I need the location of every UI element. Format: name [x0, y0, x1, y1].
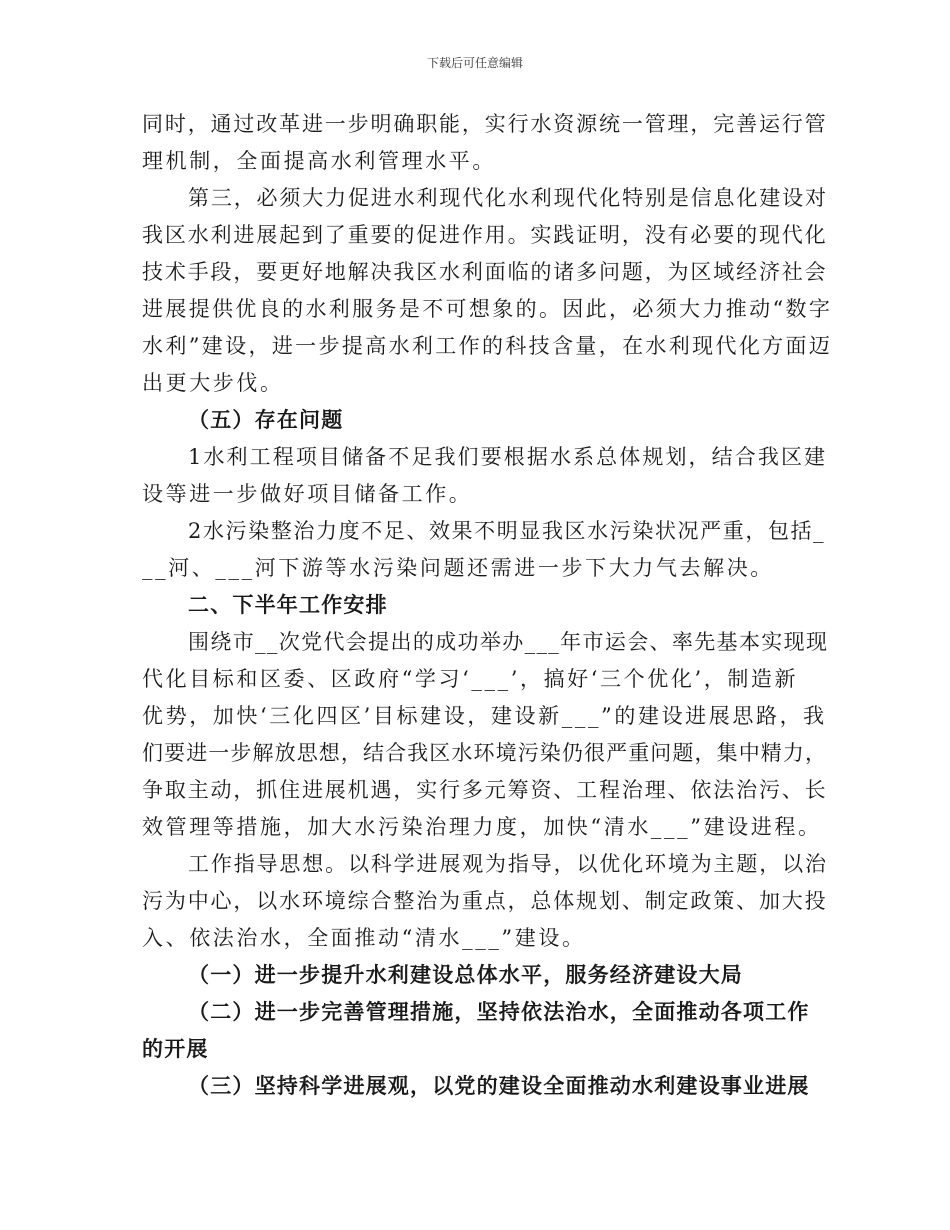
paragraph-line: 代化目标和区委、区政府“学习‘___’，搞好‘三个优化’，制造新 [142, 667, 799, 691]
paragraph-line: 同时，通过改革进一步明确职能，实行水资源统一管理，完善运行管 [142, 112, 828, 136]
paragraph-line: 工作指导思想。以科学进展观为指导，以优化环境为主题，以治 [188, 852, 828, 876]
paragraph-line: 优势，加快‘三化四区’目标建设，建设新___”的建设进展思路，我 [142, 704, 827, 728]
paragraph-line: 效管理等措施，加大水污染治理力度，加快“清水___”建设进程。 [142, 815, 822, 839]
paragraph-line: 们要进一步解放思想，结合我区水环境污染仍很严重问题，集中精力， [142, 741, 828, 765]
section-heading-line: （二）进一步完善管理措施，坚持依法治水，全面推动各项工作 [188, 1000, 810, 1024]
paragraph-line: 污为中心，以水环境综合整治为重点，总体规划、制定政策、加大投 [142, 889, 828, 913]
paragraph-line: 水利”建设，进一步提高水利工作的科技含量，在水利现代化方面迈 [142, 334, 833, 358]
section-heading-line: （三）坚持科学进展观，以党的建设全面推动水利建设事业进展 [188, 1074, 810, 1098]
paragraph-line: 设等进一步做好项目储备工作。 [142, 482, 473, 506]
paragraph-line: 1水利工程项目储备不足我们要根据水系总体规划，结合我区建 [188, 445, 828, 469]
paragraph-line: 围绕市__次党代会提出的成功举办___年市运会、率先基本实现现 [188, 630, 829, 654]
paragraph-line: 入、依法治水，全面推动“清水___”建设。 [142, 926, 586, 950]
section-heading-line: （一）进一步提升水利建设总体水平，服务经济建设大局 [188, 963, 743, 987]
section-heading-line: 二、下半年工作安排 [188, 593, 388, 617]
paragraph-line: __河、___河下游等水污染问题还需进一步下大力气去解决。 [142, 556, 774, 580]
section-heading-line: （五）存在问题 [188, 408, 344, 432]
paragraph-line: 第三，必须大力促进水利现代化水利现代化特别是信息化建设对 [188, 186, 828, 210]
paragraph-line: 2水污染整治力度不足、效果不明显我区水污染状况严重，包括_ [188, 519, 826, 543]
paragraph-line: 进展提供优良的水利服务是不可想象的。因此，必须大力推动“数字 [142, 297, 833, 321]
paragraph-line: 争取主动，抓住进展机遇，实行多元筹资、工程治理、依法治污、长 [142, 778, 828, 802]
paragraph-line: 技术手段，要更好地解决我区水利面临的诸多问题，为区域经济社会 [142, 260, 828, 284]
section-heading-line: 的开展 [142, 1037, 209, 1061]
paragraph-line: 理机制，全面提高水利管理水平。 [142, 149, 496, 173]
page-header: 下载后可任意编辑 [426, 56, 523, 70]
paragraph-line: 出更大步伐。 [142, 371, 284, 395]
document-body [142, 106, 833, 1105]
paragraph-line: 我区水利进展起到了重要的促进作用。实践证明，没有必要的现代化 [142, 223, 828, 247]
